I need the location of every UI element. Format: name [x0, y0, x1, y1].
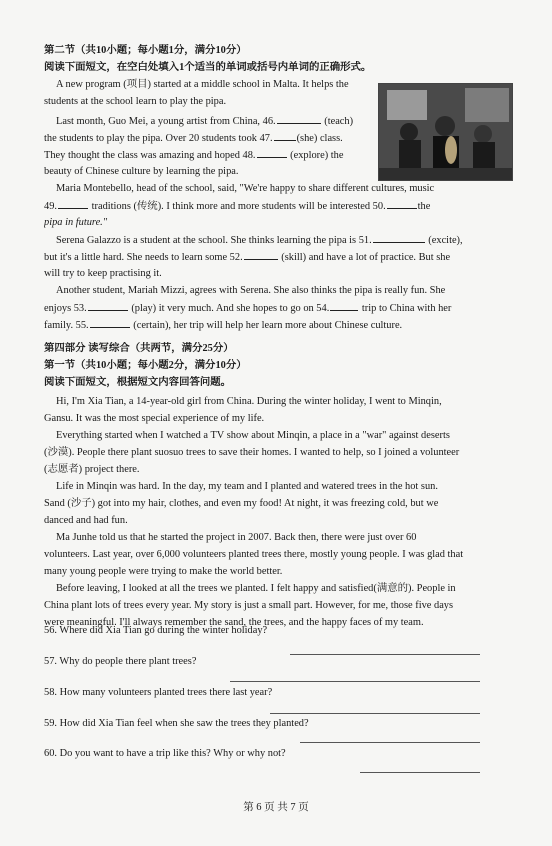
blank-50[interactable] [387, 199, 417, 209]
passage1-para1-line2: students at the school learn to play the pipa. [44, 96, 227, 107]
passage1-para5-line3: family. 55. (certain), her trip will help her learn more about Chinese culture. [44, 320, 403, 331]
passage2-para3-line2: Sand (沙子) got into my hair, clothes, and even my food! At night, it was freezing cold, but we [44, 498, 439, 509]
question-60: 60. Do you want to have a trip like this? Why or why not? [44, 748, 286, 759]
question-58: 58. How many volunteers planted trees there last year? [44, 687, 273, 698]
question-56: 56. Where did Xia Tian go during the winter holiday? [44, 625, 268, 636]
passage1-para2-line3: They thought the class was amazing and hoped 48. (explore) the [44, 150, 344, 161]
answer-line-59[interactable] [300, 742, 480, 743]
answer-line-57[interactable] [230, 681, 480, 682]
passage1-para4-line1: Serena Galazzo is a student at the school. She thinks learning the pipa is 51. (excite), [56, 235, 463, 246]
section2-title: 第二节（共10小题；每小题1分，满分10分） [44, 45, 247, 56]
answer-line-58[interactable] [270, 713, 480, 714]
passage2-para5-line3: were meaningful. I'll always remember the sand, the trees, and the happy faces of my team. [44, 617, 424, 628]
question-57: 57. Why do people there plant trees? [44, 656, 197, 667]
passage2-para4-line2: volunteers. Last year, over 6,000 volunteers planted trees there, mostly young people. I was glad that [44, 549, 464, 560]
passage2-para4-line3: many young people were trying to make the world better. [44, 566, 283, 577]
part4-instructions: 阅读下面短文，根据短文内容回答问题。 [44, 377, 232, 388]
passage2-para5-line1: Before leaving, I looked at all the trees we planted. I felt happy and satisfied(满意的). People in [56, 583, 456, 594]
passage1-para2-line1: Last month, Guo Mei, a young artist from China, 46. (teach) [56, 116, 354, 127]
section2-instructions: 阅读下面短文，在空白处填入1个适当的单词或括号内单词的正确形式。 [44, 62, 372, 73]
passage1-para3-line2: 49. traditions (传统). I think more and more students will be interested 50. the [44, 201, 431, 212]
blank-53[interactable] [88, 301, 128, 311]
blank-47[interactable] [274, 131, 296, 141]
passage2-para2-line2: (沙漠). People there plant suosuo trees to save their homes. I wanted to help, so I joined a volunteer [44, 447, 460, 458]
passage1-para5-line2: enjoys 53. (play) it very much. And she hopes to go on 54. trip to China with her [44, 303, 452, 314]
passage2-para2-line1: Everything started when I watched a TV show about Minqin, a place in a "war" against deserts [56, 430, 450, 441]
passage2-para5-line2: China plant lots of trees every year. My story is just a small part. However, for me, those five days [44, 600, 454, 611]
passage1-para5-line1: Another student, Mariah Mizzi, agrees with Serena. She also thinks the pipa is really fun. She [56, 285, 446, 296]
passage1-para3-line1: Maria Montebello, head of the school, said, "We're happy to share different cultures, music [56, 183, 435, 194]
blank-48[interactable] [257, 148, 287, 158]
blank-46[interactable] [277, 114, 321, 124]
answer-line-60[interactable] [360, 772, 480, 773]
passage1-para1-line1: A new program (项目) started at a middle school in Malta. It helps the [56, 79, 349, 90]
blank-55[interactable] [90, 318, 130, 328]
question-59: 59. How did Xia Tian feel when she saw the trees they planted? [44, 718, 309, 729]
part4-title: 第四部分 读写综合（共两节，满分25分） [44, 343, 234, 354]
passage1-para2-line4: beauty of Chinese culture by learning the pipa. [44, 166, 239, 177]
pipa-class-photo [378, 83, 513, 181]
part4-section1-title: 第一节（共10小题；每小题2分，满分10分） [44, 360, 247, 371]
passage2-para2-line3: (志愿者) project there. [44, 464, 140, 475]
passage2-para4-line1: Ma Junhe told us that he started the project in 2007. Back then, there were just over 60 [56, 532, 417, 543]
blank-49[interactable] [58, 199, 88, 209]
passage2-para1-line1: Hi, I'm Xia Tian, a 14-year-old girl from China. During the winter holiday, I went to Minqin, [56, 396, 442, 407]
passage1-para2-line2: the students to play the pipa. Over 20 students took 47. (she) class. [44, 133, 343, 144]
blank-52[interactable] [244, 250, 278, 260]
passage2-para3-line3: danced and had fun. [44, 515, 128, 526]
blank-54[interactable] [330, 301, 358, 311]
blank-51[interactable] [373, 233, 425, 243]
page-footer: 第 6 页 共 7 页 [243, 802, 309, 813]
passage2-para1-line2: Gansu. It was the most special experience of my life. [44, 413, 265, 424]
passage1-para4-line2: but it's a little hard. She needs to learn some 52. (skill) and have a lot of practice. But she [44, 252, 451, 263]
answer-line-56[interactable] [290, 654, 480, 655]
passage1-para3-line3: pipa in future." [44, 217, 108, 228]
passage1-para4-line3: will try to keep practising it. [44, 268, 162, 279]
passage2-para3-line1: Life in Minqin was hard. In the day, my team and I planted and watered trees in the hot sun. [56, 481, 438, 492]
